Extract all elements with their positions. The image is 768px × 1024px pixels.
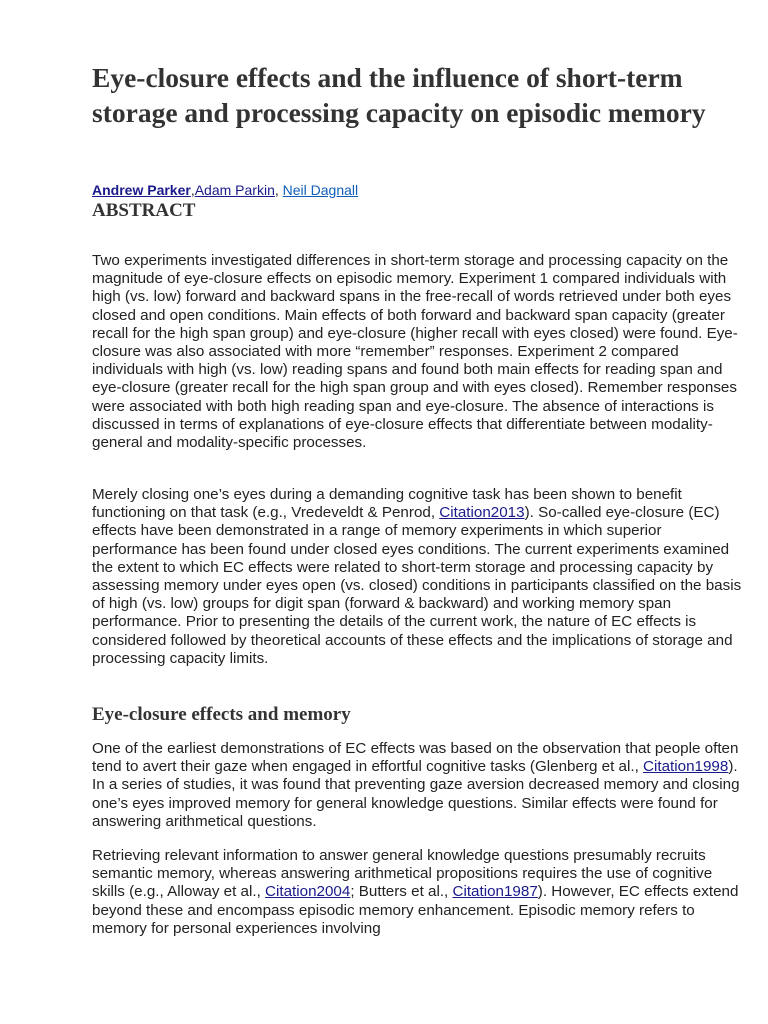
paragraph-text: ; Butters et al., (350, 883, 453, 901)
abstract-text: Two experiments investigated differences in short-term storage and processing capacity on the magnitude of eye-closure effects on episodic memory. Experiment 1 compared individuals with high (vs. low) forward and backward spans in the free-recall of words retrieved under both eyes closed and open conditions. Main effects of both forward and backward span capacity (greater recall for the high span group) and eye-closure (higher recall with eyes closed) were found. Eye-closure was also associated with more “remember” responses. Experiment 2 compared individuals with high (vs. low) reading spans and found both main effects for reading span and eye-closure (greater recall for the high span group and with eyes closed). Remember responses were associated with both high reading span and eye-closure. The absence of interactions is discussed in terms of explanations of eye-closure effects that differentiate between modality-general and modality-specific processes. (92, 252, 738, 452)
author-link[interactable]: Neil Dagnall (282, 182, 359, 198)
author-link[interactable]: Andrew Parker (92, 182, 191, 198)
citation-link[interactable]: Citation1998 (643, 758, 729, 776)
citation-link[interactable]: Citation1987 (452, 883, 538, 901)
citation-link[interactable]: Citation2004 (265, 883, 351, 901)
citation-link[interactable]: Citation2013 (439, 504, 525, 522)
paragraph-text: ). However, EC effects extend beyond these and encompass episodic memory enhancement. Episodic memory refers to memory for personal experiences involving (92, 883, 739, 937)
paragraph-text: Merely closing one’s eyes during a demanding cognitive task has been shown to benefit functioning on that task (e.g., Vredeveldt & Penrod, (92, 486, 682, 522)
author-separator: , (190, 182, 195, 198)
abstract-heading: ABSTRACT (92, 200, 196, 221)
paragraph-text: ). So-called eye-closure (EC) effects have been demonstrated in a range of memory experiments in which superior performance has been found under closed eyes conditions. The current experiments examined the extent to which EC effects were related to short-term storage and processing capacity by assessing memory under eyes open (vs. closed) conditions in participants classified on the basis of high (vs. low) groups for digit span (forward & backward) and working memory span performance. Prior to presenting the details of the current work, the nature of EC effects is considered followed by theoretical accounts of these effects and the implications of storage and processing capacity limits. (92, 504, 742, 667)
author-link[interactable]: Adam Parkin (194, 182, 275, 198)
section-paragraph (92, 847, 742, 938)
intro-paragraph (92, 486, 742, 668)
article-title: Eye-closure effects and the influence of short-term storage and processing capacity on episodic memory (92, 62, 706, 128)
author-list (92, 181, 358, 199)
paragraph-text: ). In a series of studies, it was found that preventing gaze aversion decreased memory and closing one’s eyes improved memory for general knowledge questions. Similar effects were found for answering arithmetical questions. (92, 758, 740, 830)
section-heading: Eye-closure effects and memory (92, 704, 351, 725)
section-paragraph (92, 740, 742, 831)
author-separator: , (274, 182, 283, 198)
paragraph-text: Retrieving relevant information to answer general knowledge questions presumably recruits semantic memory, whereas answering arithmetical propositions requires the use of cognitive skills (e.g., Alloway et al., (92, 847, 713, 901)
paragraph-text: One of the earliest demonstrations of EC effects was based on the observation that people often tend to avert their gaze when engaged in effortful cognitive tasks (Glenberg et al., (92, 740, 739, 776)
